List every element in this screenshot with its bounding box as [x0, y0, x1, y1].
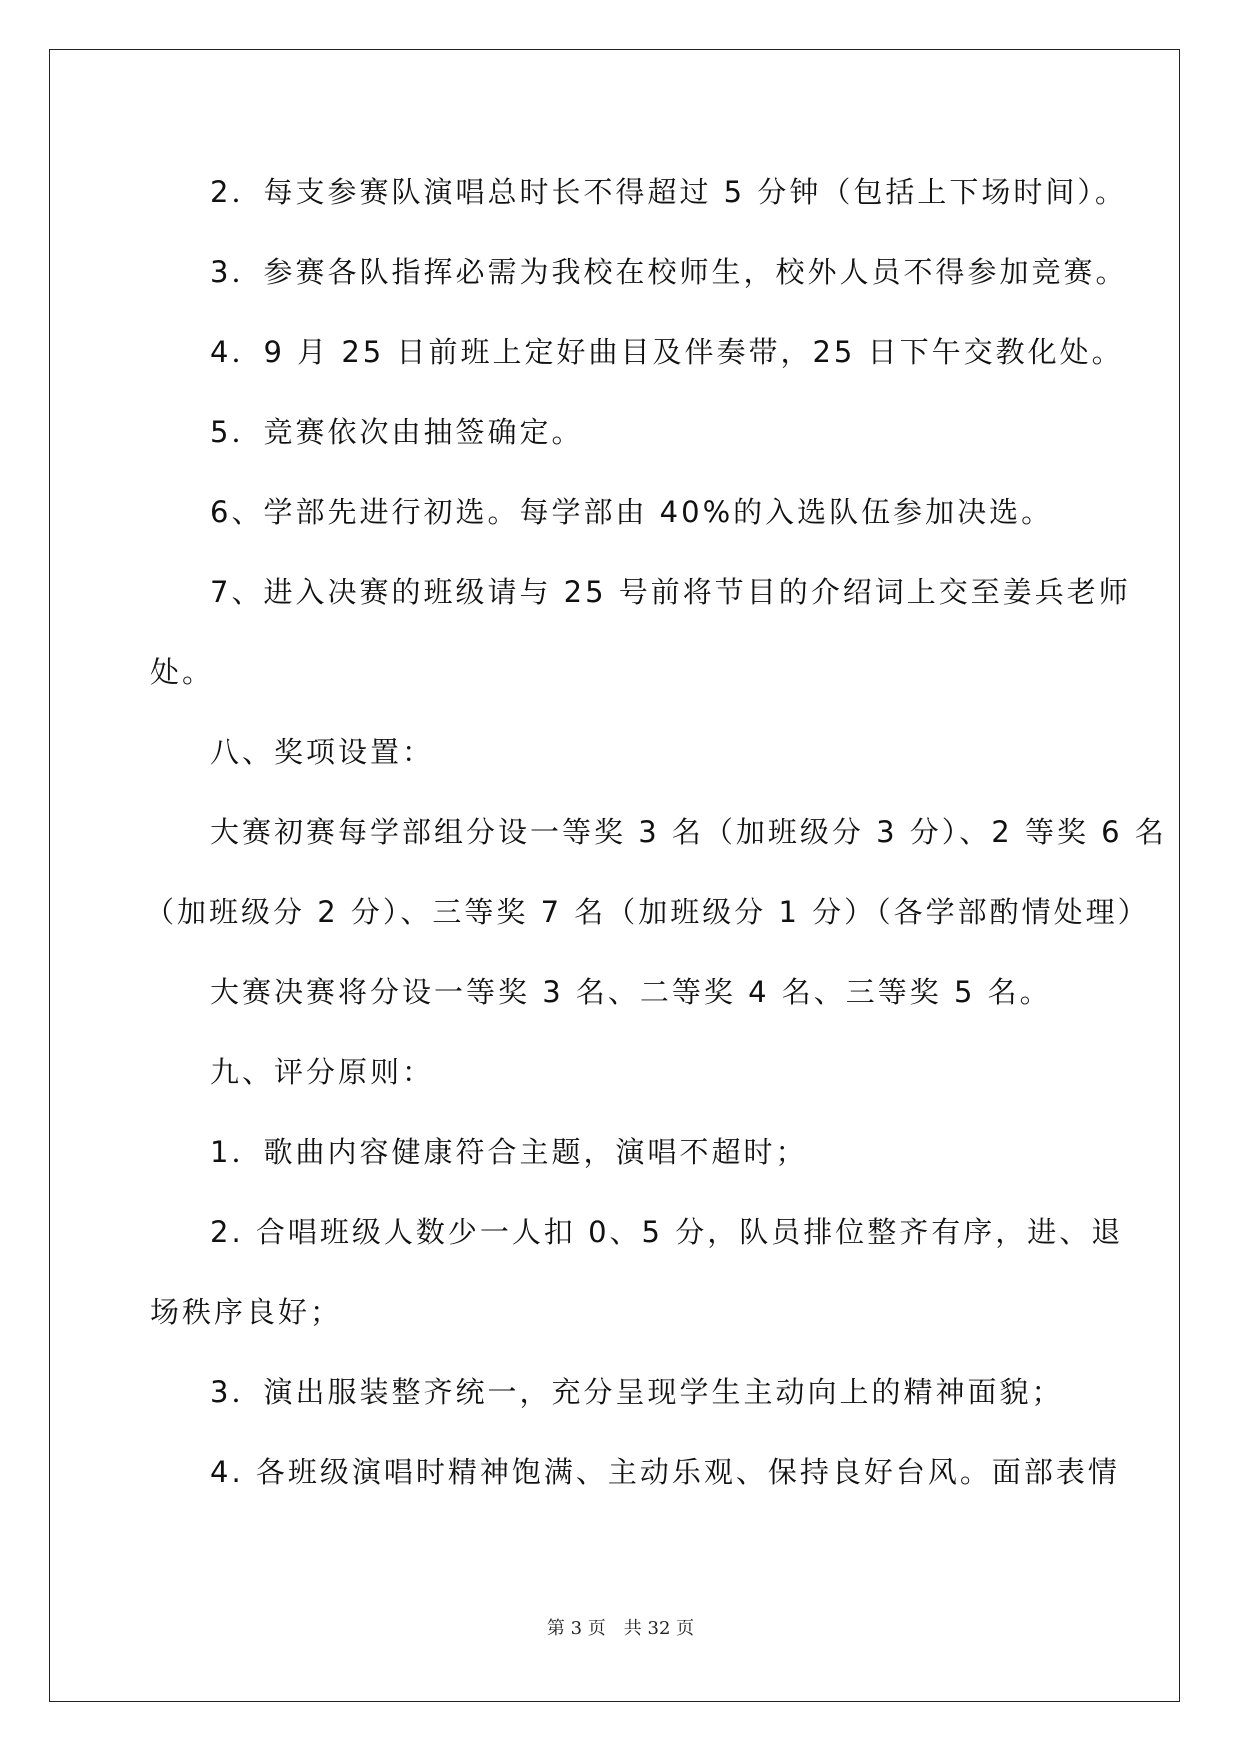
scoring-rule-2: 2. 合唱班级人数少一人扣 0、5 分，队员排位整齐有序，进、退 — [210, 1215, 1124, 1249]
page-number: 第 3 页 共 32 页 — [546, 1618, 695, 1639]
rule-7: 7、进入决赛的班级请与 25 号前将节目的介绍词上交至姜兵老师 — [210, 575, 1131, 609]
rule-5: 5．竞赛依次由抽签确定。 — [210, 415, 584, 449]
rule-6: 6、学部先进行初选。每学部由 40%的入选队伍参加决选。 — [210, 495, 1054, 529]
scoring-rule-3: 3．演出服装整齐统一，充分呈现学生主动向上的精神面貌； — [210, 1375, 1064, 1409]
scoring-rule-2-continuation: 场秩序良好； — [150, 1295, 343, 1329]
scoring-rule-4: 4. 各班级演唱时精神饱满、主动乐观、保持良好台风。面部表情 — [210, 1455, 1120, 1489]
rule-2: 2．每支参赛队演唱总时长不得超过 5 分钟（包括上下场时间）。 — [210, 175, 1127, 209]
scoring-rule-1: 1．歌曲内容健康符合主题，演唱不超时； — [210, 1135, 808, 1169]
rule-4: 4．9 月 25 日前班上定好曲目及伴奏带，25 日下午交教化处。 — [210, 335, 1124, 369]
awards-preliminary: 大赛初赛每学部组分设一等奖 3 名（加班级分 3 分）、2 等奖 6 名 — [210, 815, 1167, 849]
rule-3: 3．参赛各队指挥必需为我校在校师生，校外人员不得参加竞赛。 — [210, 255, 1128, 289]
section-heading-awards: 八、奖项设置： — [210, 735, 435, 769]
rule-7-continuation: 处。 — [150, 655, 215, 689]
awards-final: 大赛决赛将分设一等奖 3 名、二等奖 4 名、三等奖 5 名。 — [210, 975, 1052, 1009]
awards-preliminary-continuation: （加班级分 2 分）、三等奖 7 名（加班级分 1 分）（各学部酌情处理） — [145, 895, 1150, 929]
section-heading-scoring: 九、评分原则： — [210, 1055, 435, 1089]
